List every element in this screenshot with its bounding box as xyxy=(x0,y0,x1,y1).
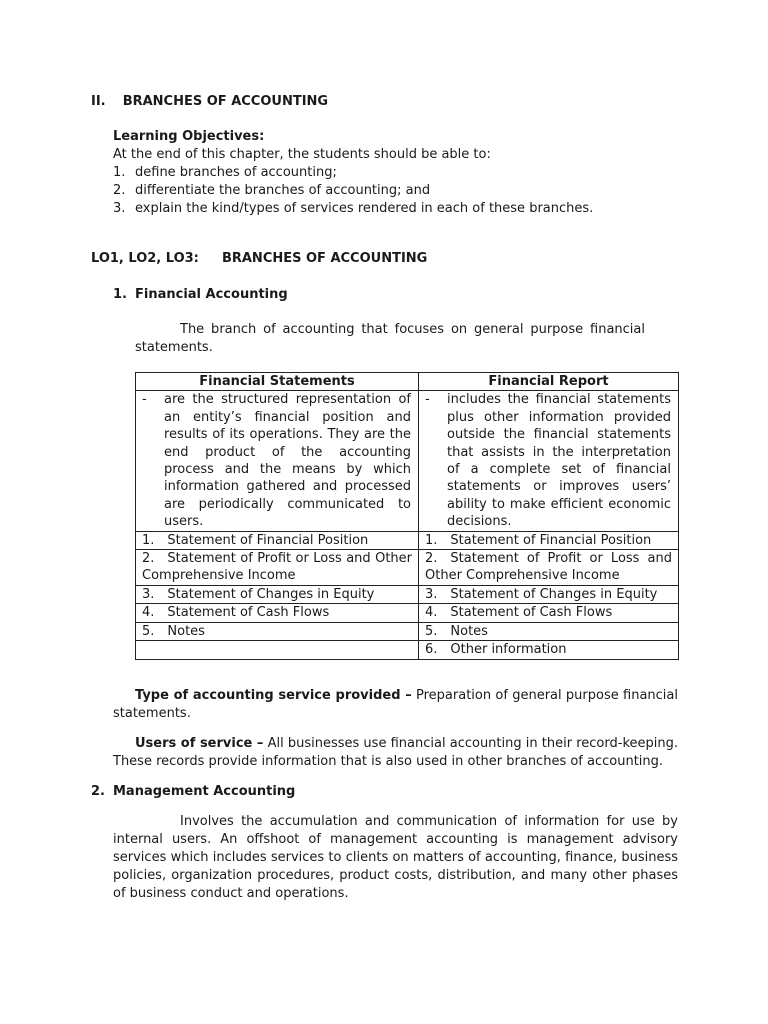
table-header-row xyxy=(136,373,679,391)
table-cell xyxy=(136,641,419,659)
table-row xyxy=(136,622,679,640)
management-description: Involves the accumulation and communication of information for use by internal users. An offshoot of management accounting is management advisory services which includes services to clients on matters of accounting, finance, business policies, organization procedures, product costs, distribution, and many other phases of business conduct and operations. xyxy=(113,814,678,901)
lo-heading xyxy=(91,250,427,268)
service-paragraph xyxy=(113,687,678,723)
management-heading: 2. Management Accounting xyxy=(91,784,296,799)
table-cell: 4. Statement of Cash Flows xyxy=(136,604,419,622)
table-cell: 2. Statement of Profit or Loss and Other Comprehensive Income xyxy=(419,550,679,586)
table-row xyxy=(136,585,679,603)
table-cell: 2. Statement of Profit or Loss and Other Comprehensive Income xyxy=(136,550,419,586)
table-cell: 5. Notes xyxy=(136,622,419,640)
table-cell: 5. Notes xyxy=(419,622,679,640)
financial-heading: 1. Financial Accounting xyxy=(113,287,288,302)
financial-description: The branch of accounting that focuses on general purpose financial statements. xyxy=(135,322,645,355)
definition-row xyxy=(136,391,679,531)
objectives-label: Learning Objectives: xyxy=(113,129,265,144)
management-title: Management Accounting xyxy=(113,784,296,799)
table-row xyxy=(136,531,679,549)
table-cell: 1. Statement of Financial Position xyxy=(419,531,679,549)
lo-codes: LO1, LO2, LO3: xyxy=(91,251,199,266)
objective-item: 2. differentiate the branches of accounting; and xyxy=(113,183,431,198)
header-financial-statements: Financial Statements xyxy=(136,373,419,391)
users-text: All businesses use financial accounting in their record-keeping. These records provide information that is also used in other branches of accounting. xyxy=(113,736,678,769)
financial-title: Financial Accounting xyxy=(135,287,288,302)
table-row xyxy=(136,641,679,659)
header-financial-report: Financial Report xyxy=(419,373,679,391)
lo-title: BRANCHES OF ACCOUNTING xyxy=(221,251,428,266)
table-cell: 4. Statement of Cash Flows xyxy=(419,604,679,622)
table-row xyxy=(136,604,679,622)
objective-item: 3. explain the kind/types of services rendered in each of these branches. xyxy=(113,201,594,216)
section-heading xyxy=(91,93,328,111)
section-title: BRANCHES OF ACCOUNTING xyxy=(122,94,329,109)
table-cell: 3. Statement of Changes in Equity xyxy=(419,585,679,603)
table-cell: 1. Statement of Financial Position xyxy=(136,531,419,549)
table-cell: 3. Statement of Changes in Equity xyxy=(136,585,419,603)
service-label: Type of accounting service provided – xyxy=(135,688,412,703)
section-number: II. xyxy=(91,94,106,109)
definition-left: - are the structured representation of an entity’s financial position and results of its operations. They are the end product of the accounting process and the means by which information gathered and processed are periodically communicated to users. xyxy=(136,391,419,531)
statements-table xyxy=(135,372,679,660)
definition-right: - includes the financial statements plus other information provided outside the financial statements that assists in the interpretation of a complete set of financial statements or improves users’ ability to make efficient economic decisions. xyxy=(419,391,679,531)
users-label: Users of service – xyxy=(135,736,264,751)
table-row xyxy=(136,550,679,586)
table-cell: 6. Other information xyxy=(419,641,679,659)
objective-item: 1. define branches of accounting; xyxy=(113,165,337,180)
users-paragraph xyxy=(113,735,678,771)
objectives-intro: At the end of this chapter, the students should be able to: xyxy=(113,147,491,162)
service-text: Preparation of general purpose financial statements. xyxy=(113,688,678,721)
objectives-list xyxy=(113,164,593,218)
